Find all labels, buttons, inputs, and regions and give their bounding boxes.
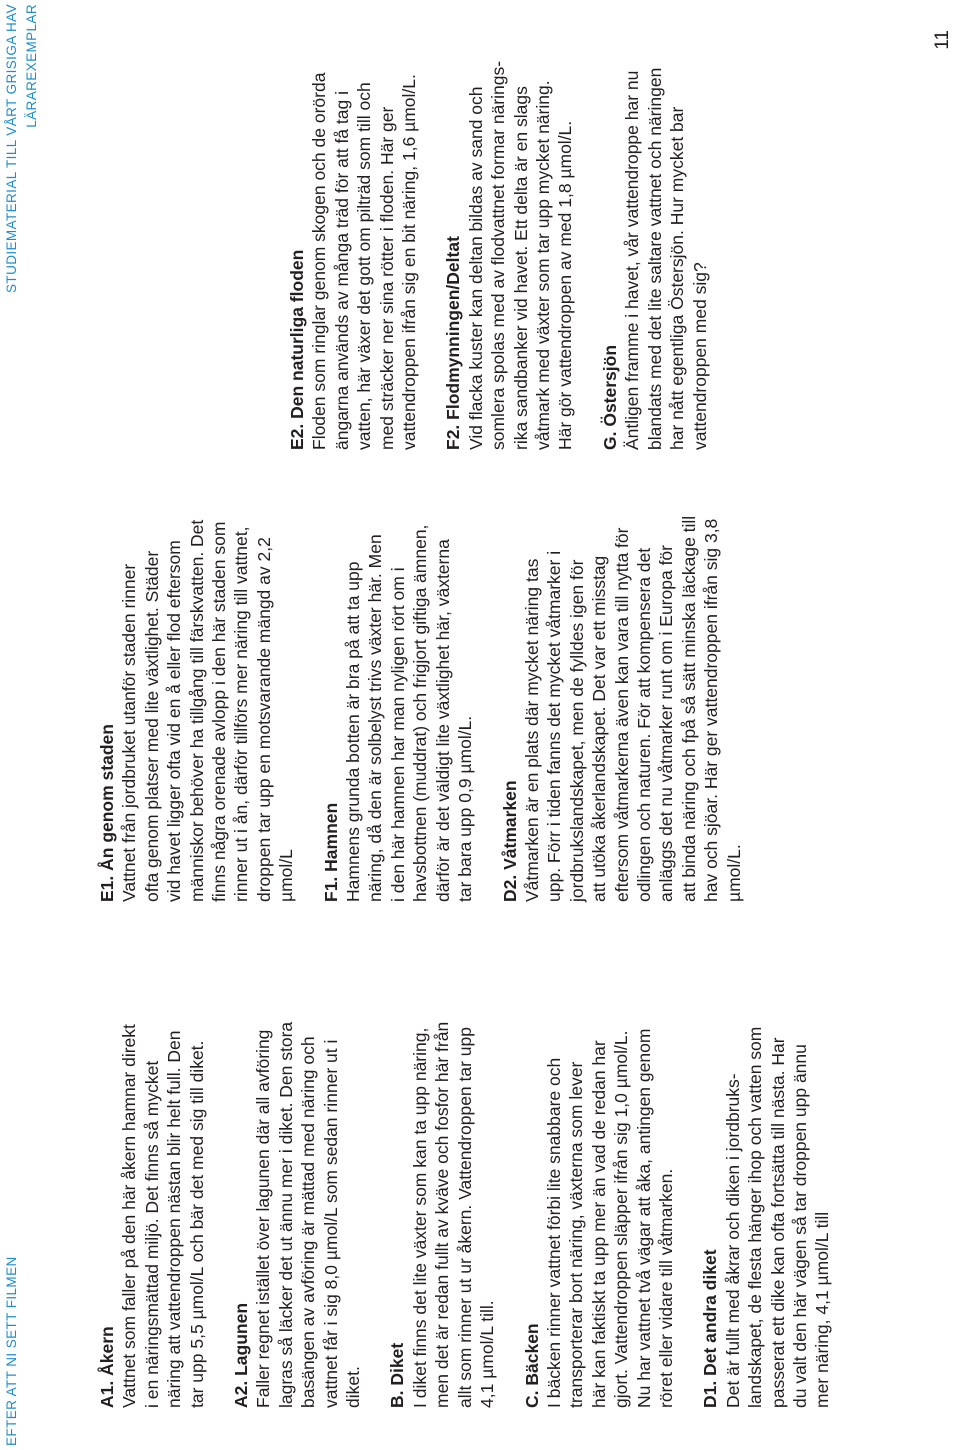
section [386,928,498,1408]
page-number: 11 [932,30,953,50]
section-heading: F1. Hamnen [320,802,341,902]
text-line: I bäcken rinner vattnet förbi lite snabbare och [543,1057,564,1408]
header-left: EFTER ATT NI SETT FILMEN [4,1256,19,1446]
section-heading: E1. Ån genom staden [97,724,117,902]
text-line: Äntligen framme i havet, vår vattendroppe har nu [622,70,643,450]
text-line: somlera spolas med av flodvattnet formar närings- [488,60,509,450]
text-line: droppen tar upp en motsvarande mängd av 2,2 [253,537,274,902]
text-line: vattnet får i sig 8,0 µmol/L som sedan rinner ut i [320,1039,341,1408]
column-1 [96,928,856,1408]
text-line: gjort. Vattendroppen släpper ifrån sig 1,0 µmol/L. [611,1030,632,1408]
text-line: Våtmarken är en plats där mycket näring tas [521,558,542,902]
text-line: men det är redan fullt av kväve och fosfor här från [432,1021,453,1408]
text-line: ängarna används av många träd för att få tag i [331,91,352,450]
text-line: våtmark med växter som tar upp mycket näring. [533,80,554,450]
text-line: jordbrukslandskapet, men de fylldes igen för [566,559,587,902]
section [96,454,298,902]
text-line: här kan faktiskt ta upp mer än vad de redan har [588,1040,609,1408]
text-line: blandats med det lite saltare vattnet och näringen [644,67,665,450]
text-line: µmol/L [276,849,297,902]
section-heading: A1. Åkern [97,1326,117,1408]
column-2 [96,454,767,902]
text-line: vattendroppen ifrån sig en bit näring, 1,6 µmol/L. [399,74,420,450]
text-line: diket. [343,1366,364,1408]
text-line: Faller regnet istället över lagunen där all avföring [253,1029,274,1408]
text-line: rika sandbanker vid havet. Ett delta är en slags [510,86,531,450]
text-line: transporterar bort näring, växterna som lever [566,1061,587,1408]
text-line: i den här hamnen har man nyligen rört om i [387,567,408,902]
text-line: Vattnet från jordbruket utanför staden rinner [119,563,140,902]
section-heading: D1. Det andra diket [700,1249,721,1408]
text-line: näring, då den är solbelyst trivs växter här. Men [365,534,386,902]
text-line: basängen av avföring är mättad med näring och [298,1036,319,1408]
text-line: Vattnet som faller på den här åkern hamnar direkt [119,1024,140,1408]
text-line: hav och sjöar. Här ger vattendroppen ifrån sig 3,8 [701,518,722,902]
text-line: i en näringsmättad miljö. Det finns så mycket [141,1060,162,1408]
text-line: människor behöver ha tillgång till färskvatten. Det [186,519,207,902]
text-line: odlingen och naturen. För att kompensera det [633,547,654,902]
text-line: att utöka åkerlandskapet. Det var ett misstag [589,555,610,902]
text-line: att binda näring och fpå så sätt minska läckage till [678,515,699,902]
text-line: vid havet ligger ofta vid en å eller flod eftersom [164,540,185,902]
text-line: vattendroppen med sig? [689,262,710,450]
text-line: passerat ett dike kan ofta fortsätta till nästa. Har [767,1037,788,1408]
text-line: Här gör vattendroppen av med 1,8 µmol/L. [555,120,576,450]
text-line: rinner ut i ån, därför tillförs mer näring till vattnet, [231,526,252,902]
text-line: Det är fullt med åkrar och diken i jordbruks- [722,1073,743,1408]
section [230,928,364,1408]
section-heading: E2. Den naturliga floden [287,249,307,450]
section [699,928,833,1408]
section-heading: C. Bäcken [521,1323,542,1408]
text-line: allt som rinner ut ur åkern. Vattendroppen tar upp [454,1026,475,1408]
text-line: eftersom våtmarkerna även kan vara till nytta för [611,527,632,902]
text-line: med sträcker ner sina rötter i floden. Här ger [376,106,397,450]
text-line: Floden som ringlar genom skogen och de orörda [309,72,330,450]
text-line: Hamnens grunda botten är bra på att ta upp [343,561,364,902]
header-right: STUDIEMATERIAL TILL VÅRT GRISIGA HAV [4,4,19,293]
text-line: landskapet, de flesta hänger ihop och vatten som [745,1026,766,1408]
section-heading: A2. Lagunen [231,1302,252,1408]
text-line: ofta genom platser med lite växtlighet. Städer [141,550,162,902]
header-sub: LÄRAREXEMPLAR [24,4,39,128]
section [521,928,678,1408]
text-line: därför är det väldigt lite växtlighet här, växterna [432,539,453,902]
text-line: Nu har vattnet två vägar att åka, antingen genom [633,1028,654,1408]
text-line: µmol/L. [723,844,744,902]
text-line: upp. Förr i tiden fanns det mycket våtmarker i [544,550,565,902]
text-line: finns några orenade avlopp i den här staden som [209,521,230,902]
text-line: mer näring, 4,1 µmol/L till [812,1211,833,1408]
section [442,30,576,450]
section [286,30,420,450]
section-heading: F2. Flodmynningen/Deltat [443,236,464,450]
text-line: havsbottnen (muddrat) och frigjort giftiga ämnen, [410,524,431,902]
text-line: röret eller vidare till våtmarken. [655,1168,676,1408]
text-line: anläggs det nu våtmarker runt om i Europa för [656,545,677,902]
text-line: Vid flacka kuster kan deltan bildas av sand och [465,86,486,450]
section [96,928,208,1408]
section-heading: G. Östersjön [599,344,620,450]
section [499,454,745,902]
text-line: näring att vattendroppen nästan blir helt full. Den [164,1030,185,1408]
section [599,30,711,450]
text-line: 4,1 µmol/L till. [477,1300,498,1408]
text-line: vatten, här växer det gott om pilträd som till och [354,82,375,450]
section-heading: D2. Våtmarken [499,780,520,902]
column-3 [286,30,733,450]
text-line: I diket finns det lite växter som kan ta upp näring, [409,1027,430,1408]
text-line: har nått egentliga Östersjön. Hur mycket bar [667,106,688,450]
text-line: tar bara upp 0,9 µmol/L. [455,715,476,902]
text-line: tar upp 5,5 µmol/L och bär det med sig till diket. [186,1040,207,1408]
text-line: lagras så läcker det ut ännu mer i diket. Den stora [275,1021,296,1408]
section-heading: B. Diket [387,1342,408,1408]
section [320,454,477,902]
text-line: du valt den här vägen så tar droppen upp ännu [789,1044,810,1408]
